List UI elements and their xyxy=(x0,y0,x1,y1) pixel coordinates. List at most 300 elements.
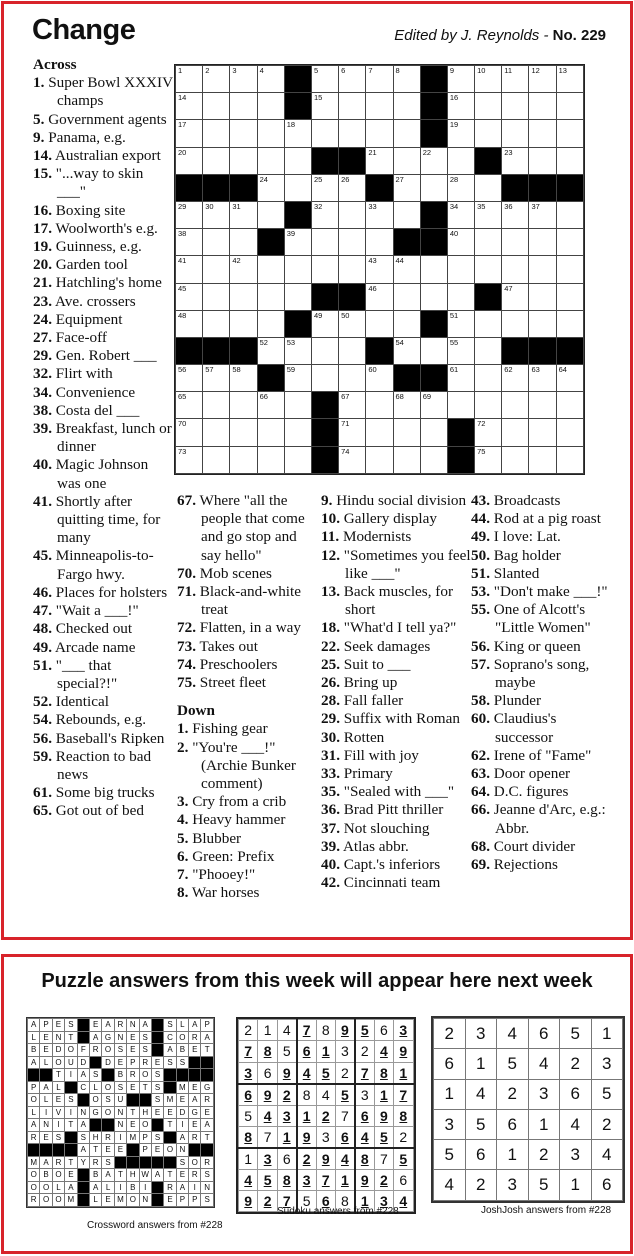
clue-item xyxy=(471,492,611,510)
grid-cell[interactable] xyxy=(420,147,447,174)
black-square xyxy=(420,229,447,256)
grid-cell[interactable] xyxy=(556,229,583,256)
clue-item xyxy=(177,811,317,829)
clue-item xyxy=(33,584,173,602)
grid-cell[interactable] xyxy=(203,419,230,446)
grid-cell[interactable] xyxy=(311,66,338,93)
grid-cell[interactable] xyxy=(447,93,474,120)
clue-number: 47. xyxy=(33,602,52,620)
grid-cell[interactable] xyxy=(311,201,338,228)
black-square xyxy=(28,1144,40,1157)
grid-cell[interactable] xyxy=(366,256,393,283)
grid-cell[interactable] xyxy=(420,256,447,283)
clue-item xyxy=(471,547,611,565)
grid-cell[interactable] xyxy=(475,365,502,392)
grid-cell[interactable] xyxy=(420,283,447,310)
grid-cell[interactable] xyxy=(176,66,203,93)
cell-number: 14 xyxy=(178,93,187,103)
black-square xyxy=(284,310,311,337)
sudoku-cell: 6 xyxy=(355,1105,374,1126)
clue-number: 62. xyxy=(471,746,490,764)
grid-cell[interactable] xyxy=(393,283,420,310)
clue-item xyxy=(471,838,611,856)
grid-cell[interactable] xyxy=(339,120,366,147)
grid-cell[interactable] xyxy=(475,446,502,473)
grid-cell[interactable] xyxy=(475,419,502,446)
clue-number: 13. xyxy=(321,583,340,601)
grid-cell[interactable] xyxy=(447,229,474,256)
cell-number: 25 xyxy=(313,174,323,184)
grid-cell[interactable] xyxy=(257,419,284,446)
grid-cell[interactable] xyxy=(366,365,393,392)
grid-cell[interactable] xyxy=(230,446,257,473)
grid-cell[interactable] xyxy=(556,93,583,120)
grid-cell[interactable] xyxy=(203,93,230,120)
grid-cell[interactable] xyxy=(366,201,393,228)
grid-cell[interactable] xyxy=(393,446,420,473)
grid-cell[interactable] xyxy=(529,201,556,228)
grid-cell[interactable] xyxy=(311,337,338,364)
clue-text: Hindu social division xyxy=(332,492,467,509)
sudoku-cell: 8 xyxy=(258,1041,277,1062)
grid-cell[interactable] xyxy=(475,120,502,147)
clue-number: 4. xyxy=(177,811,189,829)
grid-cell[interactable] xyxy=(311,310,338,337)
grid-cell[interactable] xyxy=(230,283,257,310)
grid-cell[interactable] xyxy=(393,174,420,201)
grid-cell[interactable] xyxy=(284,337,311,364)
grid-cell[interactable] xyxy=(393,392,420,419)
answer-cell: M xyxy=(176,1081,188,1094)
sudoku-cell: 3 xyxy=(239,1062,258,1084)
grid-cell[interactable] xyxy=(311,229,338,256)
answer-cell: N xyxy=(127,1019,139,1032)
answer-cell: E xyxy=(89,1019,101,1032)
clue-number: 18. xyxy=(321,619,340,637)
clue-number: 17. xyxy=(33,219,52,237)
answer-cell: H xyxy=(127,1169,139,1182)
grid-cell[interactable] xyxy=(529,446,556,473)
grid-cell[interactable] xyxy=(257,446,284,473)
grid-cell[interactable] xyxy=(176,392,203,419)
clue-number: 11. xyxy=(321,528,340,546)
grid-cell[interactable] xyxy=(257,337,284,364)
grid-cell[interactable] xyxy=(284,147,311,174)
grid-cell[interactable] xyxy=(339,337,366,364)
joshjosh-cell: 2 xyxy=(560,1049,592,1079)
cell-number: 35 xyxy=(477,201,486,211)
grid-cell[interactable] xyxy=(203,229,230,256)
grid-cell[interactable] xyxy=(203,392,230,419)
answer-cell: A xyxy=(89,1031,101,1044)
cell-number: 10 xyxy=(477,66,486,75)
grid-cell[interactable] xyxy=(257,147,284,174)
cell-number: 50 xyxy=(341,310,350,320)
grid-cell[interactable] xyxy=(257,283,284,310)
clue-text: Modernists xyxy=(339,528,412,546)
grid-cell[interactable] xyxy=(393,93,420,120)
clue-number: 54. xyxy=(33,711,52,729)
answer-cell: A xyxy=(164,1044,176,1057)
clue-text: Convenience xyxy=(51,383,136,401)
sudoku-cell: 1 xyxy=(258,1020,277,1041)
grid-cell[interactable] xyxy=(556,201,583,228)
sudoku-cell: 7 xyxy=(277,1191,296,1212)
joshjosh-cell: 6 xyxy=(497,1109,529,1139)
grid-cell[interactable] xyxy=(366,310,393,337)
grid-cell[interactable] xyxy=(475,174,502,201)
grid-cell[interactable] xyxy=(339,201,366,228)
grid-cell[interactable] xyxy=(447,283,474,310)
grid-cell[interactable] xyxy=(176,446,203,473)
grid-cell[interactable] xyxy=(176,283,203,310)
black-square xyxy=(102,1119,114,1132)
grid-cell[interactable] xyxy=(556,392,583,419)
answer-cell: E xyxy=(176,1169,188,1182)
answer-cell: P xyxy=(176,1194,188,1207)
grid-cell[interactable] xyxy=(447,256,474,283)
clue-item xyxy=(33,711,173,729)
grid-cell[interactable] xyxy=(502,392,529,419)
grid-cell[interactable] xyxy=(366,446,393,473)
cell-number: 47 xyxy=(504,283,513,293)
clue-number: 3. xyxy=(177,793,189,811)
grid-cell[interactable] xyxy=(366,120,393,147)
grid-cell[interactable] xyxy=(366,283,393,310)
cell-number: 37 xyxy=(531,201,540,211)
grid-cell[interactable] xyxy=(366,392,393,419)
grid-cell[interactable] xyxy=(447,120,474,147)
grid-cell[interactable] xyxy=(257,174,284,201)
grid-cell[interactable] xyxy=(311,365,338,392)
grid-cell[interactable] xyxy=(502,66,529,93)
grid-cell[interactable] xyxy=(529,256,556,283)
grid-cell[interactable] xyxy=(284,174,311,201)
grid-cell[interactable] xyxy=(475,392,502,419)
grid-cell[interactable] xyxy=(230,365,257,392)
grid-cell[interactable] xyxy=(284,446,311,473)
grid-cell[interactable] xyxy=(529,229,556,256)
grid-cell[interactable] xyxy=(176,147,203,174)
grid-cell[interactable] xyxy=(311,120,338,147)
answer-cell: L xyxy=(52,1181,64,1194)
grid-cell[interactable] xyxy=(311,93,338,120)
grid-cell[interactable] xyxy=(339,392,366,419)
clue-number: 8. xyxy=(177,884,189,902)
clue-item xyxy=(321,747,471,765)
grid-cell[interactable] xyxy=(230,392,257,419)
joshjosh-cell: 2 xyxy=(434,1019,466,1049)
grid-cell[interactable] xyxy=(529,93,556,120)
grid-cell[interactable] xyxy=(556,419,583,446)
black-square xyxy=(77,1031,89,1044)
grid-cell[interactable] xyxy=(203,283,230,310)
clue-text: Street fleet xyxy=(195,674,266,692)
sudoku-cell: 9 xyxy=(277,1062,296,1084)
sudoku-cell: 5 xyxy=(297,1191,316,1212)
grid-cell[interactable] xyxy=(311,174,338,201)
black-square xyxy=(65,1131,77,1144)
grid-cell[interactable] xyxy=(556,283,583,310)
grid-cell[interactable] xyxy=(502,93,529,120)
cell-number: 42 xyxy=(232,256,241,266)
grid-cell[interactable] xyxy=(230,201,257,228)
grid-cell[interactable] xyxy=(230,229,257,256)
grid-cell[interactable] xyxy=(203,365,230,392)
clue-number: 58. xyxy=(471,692,490,710)
grid-cell[interactable] xyxy=(529,66,556,93)
grid-cell[interactable] xyxy=(203,446,230,473)
grid-cell[interactable] xyxy=(393,419,420,446)
clue-number: 44. xyxy=(471,510,490,528)
grid-cell[interactable] xyxy=(339,93,366,120)
grid-cell[interactable] xyxy=(502,283,529,310)
clue-number: 19. xyxy=(33,238,52,256)
grid-cell[interactable] xyxy=(529,283,556,310)
grid-cell[interactable] xyxy=(257,310,284,337)
black-square xyxy=(151,1181,163,1194)
grid-cell[interactable] xyxy=(447,66,474,93)
cell-number: 38 xyxy=(178,229,187,239)
grid-cell[interactable] xyxy=(475,66,502,93)
sudoku-cell: 3 xyxy=(374,1191,393,1212)
grid-cell[interactable] xyxy=(529,392,556,419)
answer-cell: R xyxy=(189,1169,201,1182)
grid-cell[interactable] xyxy=(230,310,257,337)
grid-cell[interactable] xyxy=(339,229,366,256)
grid-cell[interactable] xyxy=(447,392,474,419)
sudoku-cell: 8 xyxy=(297,1084,316,1106)
grid-cell[interactable] xyxy=(420,392,447,419)
grid-cell[interactable] xyxy=(420,419,447,446)
black-square xyxy=(339,147,366,174)
grid-cell[interactable] xyxy=(176,256,203,283)
grid-cell[interactable] xyxy=(502,201,529,228)
clue-item xyxy=(471,692,611,710)
grid-cell[interactable] xyxy=(420,446,447,473)
clue-number: 65. xyxy=(33,802,52,820)
clue-number: 42. xyxy=(321,874,340,892)
grid-cell[interactable] xyxy=(230,256,257,283)
grid-cell[interactable] xyxy=(230,120,257,147)
clue-number: 22. xyxy=(321,637,340,655)
sudoku-cell: 2 xyxy=(258,1191,277,1212)
grid-cell[interactable] xyxy=(393,256,420,283)
grid-cell[interactable] xyxy=(393,310,420,337)
grid-cell[interactable] xyxy=(502,446,529,473)
grid-cell[interactable] xyxy=(203,256,230,283)
grid-cell[interactable] xyxy=(447,337,474,364)
black-square xyxy=(420,310,447,337)
clue-number: 55. xyxy=(471,601,490,619)
grid-cell[interactable] xyxy=(339,66,366,93)
grid-cell[interactable] xyxy=(339,446,366,473)
grid-cell[interactable] xyxy=(529,120,556,147)
grid-cell[interactable] xyxy=(203,310,230,337)
grid-cell[interactable] xyxy=(447,365,474,392)
grid-cell[interactable] xyxy=(366,66,393,93)
sudoku-cell: 7 xyxy=(394,1084,413,1106)
clue-text: Atlas abbr. xyxy=(339,837,409,855)
answer-cell: O xyxy=(65,1044,77,1057)
clue-item xyxy=(471,565,611,583)
grid-cell[interactable] xyxy=(502,310,529,337)
grid-cell[interactable] xyxy=(447,310,474,337)
grid-cell[interactable] xyxy=(203,120,230,147)
answer-cell: E xyxy=(40,1131,52,1144)
grid-cell[interactable] xyxy=(284,392,311,419)
cell-number: 34 xyxy=(449,201,459,211)
clue-number: 16. xyxy=(33,201,52,219)
cell-number: 27 xyxy=(395,174,404,184)
grid-cell[interactable] xyxy=(556,66,583,93)
grid-cell[interactable] xyxy=(257,201,284,228)
grid-cell[interactable] xyxy=(284,120,311,147)
answer-cell: B xyxy=(176,1044,188,1057)
answer-cell: S xyxy=(139,1044,151,1057)
answer-cell: P xyxy=(201,1019,213,1032)
clue-item xyxy=(33,456,173,492)
grid-cell[interactable] xyxy=(529,419,556,446)
grid-cell[interactable] xyxy=(475,256,502,283)
grid-cell[interactable] xyxy=(447,201,474,228)
grid-cell[interactable] xyxy=(529,365,556,392)
grid-cell[interactable] xyxy=(393,147,420,174)
sudoku-cell: 6 xyxy=(335,1126,354,1148)
grid-cell[interactable] xyxy=(556,256,583,283)
grid-cell[interactable] xyxy=(447,147,474,174)
clue-text: Seek damages xyxy=(339,637,431,655)
grid-cell[interactable] xyxy=(284,256,311,283)
grid-cell[interactable] xyxy=(176,120,203,147)
clue-number: 5. xyxy=(33,110,45,128)
grid-cell[interactable] xyxy=(339,365,366,392)
grid-cell[interactable] xyxy=(284,419,311,446)
grid-cell[interactable] xyxy=(529,147,556,174)
cell-number: 39 xyxy=(286,229,296,239)
grid-cell[interactable] xyxy=(366,93,393,120)
grid-cell[interactable] xyxy=(556,120,583,147)
answer-cell: U xyxy=(65,1056,77,1069)
grid-cell[interactable] xyxy=(529,310,556,337)
answer-cell: E xyxy=(127,1044,139,1057)
grid-cell[interactable] xyxy=(284,283,311,310)
black-square xyxy=(176,337,203,364)
grid-cell[interactable] xyxy=(502,256,529,283)
joshjosh-cell: 1 xyxy=(465,1049,497,1079)
clue-item xyxy=(33,748,173,784)
sudoku-cell: 9 xyxy=(374,1105,393,1126)
grid-cell[interactable] xyxy=(339,256,366,283)
grid-cell[interactable] xyxy=(366,229,393,256)
grid-cell[interactable] xyxy=(339,174,366,201)
grid-cell[interactable] xyxy=(475,93,502,120)
grid-cell[interactable] xyxy=(502,365,529,392)
grid-cell[interactable] xyxy=(393,337,420,364)
grid-cell[interactable] xyxy=(475,201,502,228)
answer-cell: A xyxy=(40,1156,52,1169)
grid-cell[interactable] xyxy=(393,66,420,93)
grid-cell[interactable] xyxy=(257,120,284,147)
answer-cell: T xyxy=(139,1081,151,1094)
answer-cell: L xyxy=(40,1094,52,1107)
clue-number: 24. xyxy=(33,310,52,328)
grid-cell[interactable] xyxy=(502,229,529,256)
clue-item xyxy=(177,884,317,902)
grid-cell[interactable] xyxy=(420,174,447,201)
grid-cell[interactable] xyxy=(176,310,203,337)
answer-cell: B xyxy=(40,1169,52,1182)
grid-cell[interactable] xyxy=(230,66,257,93)
grid-cell[interactable] xyxy=(176,419,203,446)
grid-cell[interactable] xyxy=(176,229,203,256)
grid-cell[interactable] xyxy=(203,147,230,174)
answer-cell: E xyxy=(65,1169,77,1182)
grid-cell[interactable] xyxy=(393,120,420,147)
answer-cell: P xyxy=(28,1081,40,1094)
grid-cell[interactable] xyxy=(230,419,257,446)
joshjosh-cell: 4 xyxy=(497,1019,529,1049)
grid-cell[interactable] xyxy=(230,147,257,174)
grid-cell[interactable] xyxy=(502,120,529,147)
grid-cell[interactable] xyxy=(339,310,366,337)
grid-cell[interactable] xyxy=(203,201,230,228)
grid-cell[interactable] xyxy=(257,66,284,93)
clue-number: 49. xyxy=(471,528,490,546)
grid-cell[interactable] xyxy=(176,93,203,120)
answer-cell: Y xyxy=(77,1156,89,1169)
cell-number: 31 xyxy=(232,201,241,211)
grid-cell[interactable] xyxy=(257,256,284,283)
grid-cell[interactable] xyxy=(284,229,311,256)
answer-cell: U xyxy=(114,1094,126,1107)
grid-cell[interactable] xyxy=(176,201,203,228)
grid-cell[interactable] xyxy=(556,147,583,174)
clue-item xyxy=(33,547,173,583)
grid-cell[interactable] xyxy=(284,365,311,392)
grid-cell[interactable] xyxy=(230,93,257,120)
grid-cell[interactable] xyxy=(176,365,203,392)
grid-cell[interactable] xyxy=(366,147,393,174)
grid-cell[interactable] xyxy=(257,93,284,120)
grid-cell[interactable] xyxy=(475,310,502,337)
grid-cell[interactable] xyxy=(502,147,529,174)
grid-cell[interactable] xyxy=(420,337,447,364)
black-square xyxy=(189,1144,201,1157)
grid-cell[interactable] xyxy=(556,446,583,473)
grid-cell[interactable] xyxy=(502,419,529,446)
sudoku-cell: 9 xyxy=(394,1041,413,1062)
grid-cell[interactable] xyxy=(257,392,284,419)
sudoku-cell: 2 xyxy=(374,1169,393,1190)
grid-cell[interactable] xyxy=(339,419,366,446)
clue-text: Breakfast, lunch or dinner xyxy=(51,420,172,456)
grid-cell[interactable] xyxy=(475,337,502,364)
clue-number: 29. xyxy=(321,710,340,728)
grid-cell[interactable] xyxy=(203,66,230,93)
grid-cell[interactable] xyxy=(311,256,338,283)
answer-cell: E xyxy=(114,1056,126,1069)
sudoku-caption: Sudoku answers from #228 xyxy=(277,1206,399,1217)
grid-cell[interactable] xyxy=(366,419,393,446)
grid-cell[interactable] xyxy=(556,365,583,392)
cell-number: 19 xyxy=(449,120,459,130)
grid-cell[interactable] xyxy=(556,310,583,337)
grid-cell[interactable] xyxy=(393,201,420,228)
grid-cell[interactable] xyxy=(475,229,502,256)
clue-number: 68. xyxy=(471,837,490,855)
grid-cell[interactable] xyxy=(447,174,474,201)
